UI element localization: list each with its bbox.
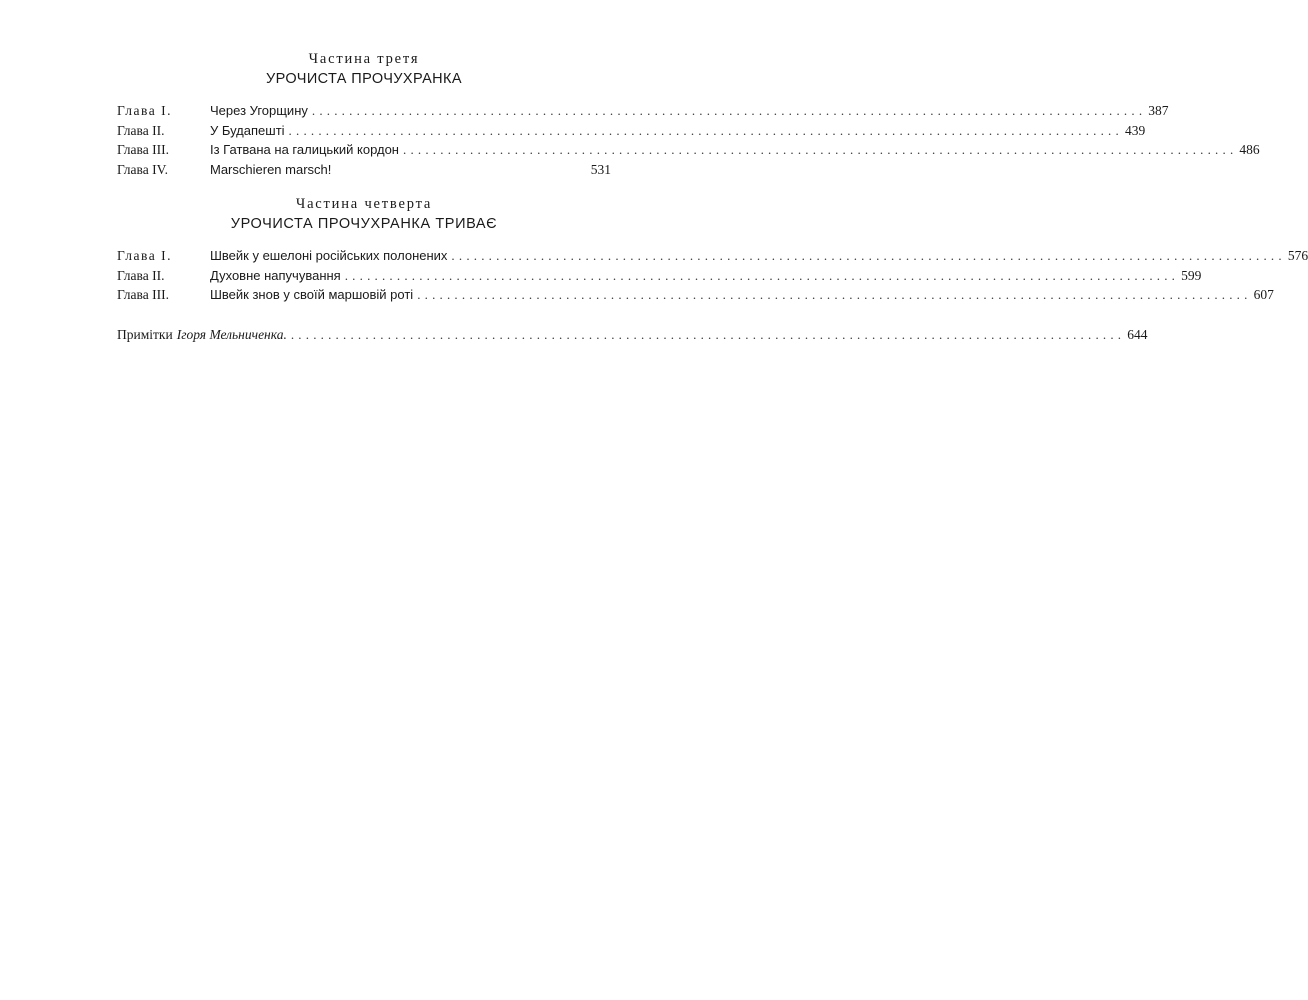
page-number: 599 — [1181, 267, 1202, 283]
chapter-title: Швейк у ешелоні російських полонених — [210, 248, 448, 263]
chapter-title: Marschieren marsch! — [210, 161, 332, 177]
part-three-heading — [117, 50, 611, 89]
toc-entry — [117, 246, 1308, 266]
part-title: УРОЧИСТА ПРОЧУХРАНКА — [266, 71, 462, 87]
dot-leader: ................................................................................................................ — [417, 287, 1252, 302]
dot-leader: ................................................................................................................ — [344, 267, 1180, 283]
chapter-number: Глава I. — [117, 248, 172, 263]
toc-entry — [117, 140, 1260, 160]
toc-entry — [117, 266, 1202, 286]
dot-leader: ................................................................................................................ — [451, 248, 1286, 263]
page-number: 387 — [1148, 103, 1169, 118]
chapter-title: Із Гатвана на галицький кордон — [210, 142, 399, 157]
notes-author: Ігоря Мельниченка. — [176, 326, 287, 342]
page-number: 644 — [1127, 326, 1148, 342]
dot-leader: ................................................................................................................ — [403, 142, 1238, 157]
page-number: 607 — [1253, 287, 1274, 302]
part-title: УРОЧИСТА ПРОЧУХРАНКА ТРИВАЄ — [230, 216, 498, 232]
chapter-number: Глава III. — [117, 142, 169, 157]
dot-leader: ................................................................................................................ — [311, 103, 1147, 118]
page-number: 486 — [1239, 142, 1260, 157]
page-number: 576 — [1287, 248, 1308, 263]
toc-entry — [117, 285, 1274, 305]
notes-label: Примітки — [117, 326, 173, 342]
part-label: Частина третя — [308, 51, 420, 67]
toc-entry — [117, 121, 1146, 141]
chapter-title: У Будапешті — [210, 122, 285, 138]
chapter-title: Через Угорщину — [210, 103, 308, 118]
chapter-title: Швейк знов у своїй маршовій роті — [210, 287, 414, 302]
chapter-title: Духовне напучування — [210, 267, 341, 283]
chapter-number: Глава I. — [117, 103, 172, 118]
page-number: 531 — [590, 161, 611, 177]
dot-leader: ................................................................................................................ — [290, 326, 1126, 342]
chapter-number: Глава II. — [117, 267, 165, 283]
notes-entry-list — [117, 325, 1148, 345]
table-of-contents — [117, 50, 1308, 344]
part-four-chapter-list — [117, 246, 1308, 305]
chapter-number: Глава II. — [117, 122, 165, 138]
part-four-heading — [117, 195, 611, 234]
dot-leader: ................................................................................................................ — [288, 122, 1123, 138]
toc-entry — [117, 160, 611, 180]
part-label: Частина четверта — [295, 196, 433, 212]
chapter-number: Глава III. — [117, 287, 169, 302]
page-number: 439 — [1124, 122, 1146, 138]
toc-entry — [117, 101, 1169, 121]
chapter-number: Глава IV. — [117, 161, 168, 177]
part-three-chapter-list — [117, 101, 1260, 179]
toc-entry-notes — [117, 325, 1148, 345]
